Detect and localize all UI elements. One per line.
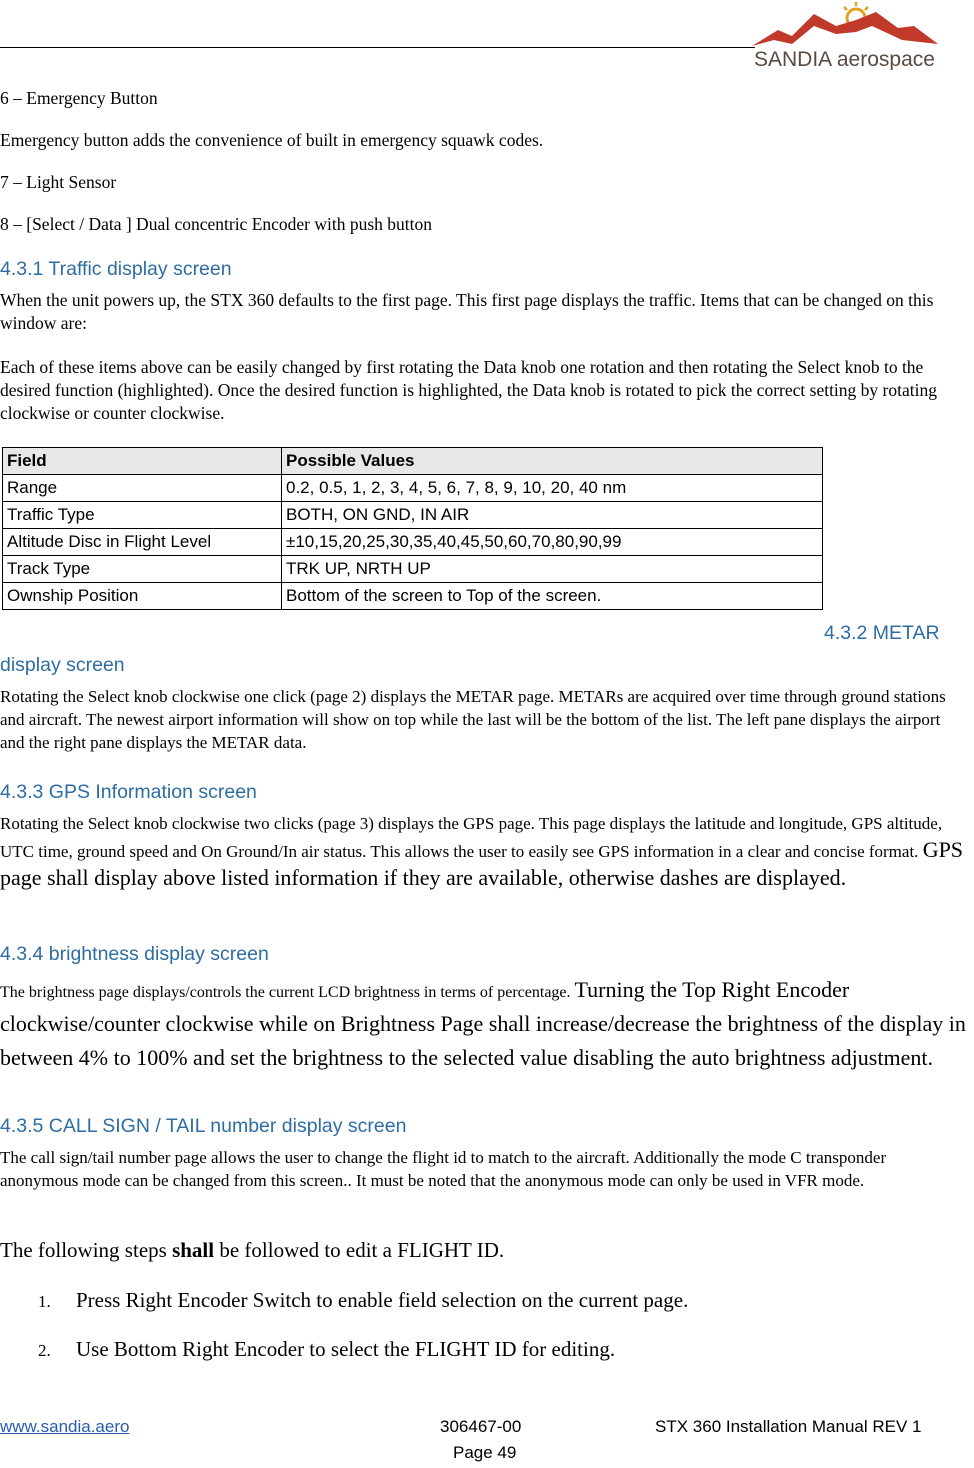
table-header-values: Possible Values bbox=[282, 448, 823, 475]
table-cell-values: BOTH, ON GND, IN AIR bbox=[282, 502, 823, 529]
step-text: Use Bottom Right Encoder to select the FLIGHT ID for editing. bbox=[76, 1337, 616, 1361]
website-link[interactable]: www.sandia.aero bbox=[0, 1417, 130, 1436]
table-cell-values: 0.2, 0.5, 1, 2, 3, 4, 5, 6, 7, 8, 9, 10, 20, 40 nm bbox=[282, 475, 823, 502]
item-8: 8 – [Select / Data ] Dual concentric Encoder with push button bbox=[0, 214, 433, 234]
steps-intro bbox=[0, 1238, 504, 1263]
table-header-row bbox=[3, 448, 823, 475]
heading-call-sign: 4.3.5 CALL SIGN / TAIL number display screen bbox=[0, 1115, 407, 1137]
table-cell-field: Traffic Type bbox=[3, 502, 282, 529]
item-6: 6 – Emergency Button bbox=[0, 88, 158, 108]
traffic-fields-table bbox=[2, 447, 823, 610]
metar-description: Rotating the Select knob clockwise one click (page 2) displays the METAR page. METARs are acquired over time through ground stations and aircraft. The newest airport information will show on top while the last will be the bottom of the list. The left pane displays the airport and the right pane displays the METAR data. bbox=[0, 687, 946, 752]
table-row bbox=[3, 502, 823, 529]
step-number: 2. bbox=[38, 1341, 51, 1360]
page-number: Page 49 bbox=[453, 1443, 517, 1462]
heading-metar-part1: 4.3.2 METAR bbox=[824, 622, 940, 644]
list-item bbox=[38, 1288, 688, 1313]
step-number: 1. bbox=[38, 1292, 51, 1311]
item-6-description: Emergency button adds the convenience of built in emergency squawk codes. bbox=[0, 130, 544, 150]
table-row bbox=[3, 583, 823, 610]
steps-intro-text: The following steps bbox=[0, 1238, 173, 1262]
gps-description bbox=[0, 811, 968, 893]
table-header-field: Field bbox=[3, 448, 282, 475]
gps-requirement: GPS page shall display above listed information if they are available, otherwise dashes are displayed. bbox=[0, 837, 964, 890]
list-item bbox=[38, 1337, 615, 1362]
item-7: 7 – Light Sensor bbox=[0, 172, 117, 192]
heading-brightness: 4.3.4 brightness display screen bbox=[0, 943, 269, 965]
step-text: Press Right Encoder Switch to enable field selection on the current page. bbox=[76, 1288, 689, 1312]
heading-traffic-display: 4.3.1 Traffic display screen bbox=[0, 258, 232, 280]
table-row bbox=[3, 529, 823, 556]
table-cell-field: Range bbox=[3, 475, 282, 502]
heading-gps-info: 4.3.3 GPS Information screen bbox=[0, 781, 257, 803]
sandia-logo bbox=[752, 0, 942, 70]
steps-intro-tail: be followed to edit a FLIGHT ID. bbox=[214, 1238, 505, 1262]
table-cell-values: ±10,15,20,25,30,35,40,45,50,60,70,80,90,99 bbox=[282, 529, 823, 556]
table-cell-values: TRK UP, NRTH UP bbox=[282, 556, 823, 583]
table-cell-field: Track Type bbox=[3, 556, 282, 583]
brightness-description-text: The brightness page displays/controls the current LCD brightness in terms of percentage. bbox=[0, 984, 571, 1001]
steps-intro-shall: shall bbox=[172, 1238, 215, 1262]
header-rule bbox=[0, 47, 755, 48]
traffic-intro: When the unit powers up, the STX 360 defaults to the first page. This first page displays the traffic. Items that can be changed on this window are: bbox=[0, 290, 934, 333]
mountains-icon bbox=[752, 12, 938, 46]
call-sign-description: The call sign/tail number page allows the user to change the flight id to match to the aircraft. Additionally the mode C transponder anonymous mode can be changed from this screen.. It must be noted that the anonymous mode can only be used in VFR mode. bbox=[0, 1148, 887, 1190]
brightness-requirement: Turning the Top Right Encoder clockwise/counter clockwise while on Brightness Page shall increase/decrease the brightness of the display in between 4% to 100% and set the brightness to the selected value disabling the auto brightness adjustment. bbox=[0, 977, 966, 1070]
gps-description-text: Rotating the Select knob clockwise two clicks (page 3) displays the GPS page. This page displays the latitude and longitude, GPS altitude, UTC time, ground speed and On Ground/In air status. This allows the user to easily see GPS information in a clear and concise format. bbox=[0, 814, 943, 861]
table-cell-field: Ownship Position bbox=[3, 583, 282, 610]
brand-name: SANDIA aerospace bbox=[754, 48, 935, 70]
brightness-description bbox=[0, 974, 968, 1076]
table-row bbox=[3, 556, 823, 583]
table-row bbox=[3, 475, 823, 502]
table-cell-field: Altitude Disc in Flight Level bbox=[3, 529, 282, 556]
traffic-instructions: Each of these items above can be easily changed by first rotating the Data knob one rotation and then rotating the Select knob to the desired function (highlighted). Once the desired function is highlighted, the Data knob is rotated to pick the correct setting by rotating clockwise or counter clockwise. bbox=[0, 357, 937, 423]
heading-metar-part2: display screen bbox=[0, 654, 125, 676]
table-cell-values: Bottom of the screen to Top of the screen. bbox=[282, 583, 823, 610]
manual-title: STX 360 Installation Manual REV 1 bbox=[655, 1417, 922, 1436]
doc-number: 306467-00 bbox=[440, 1417, 522, 1436]
